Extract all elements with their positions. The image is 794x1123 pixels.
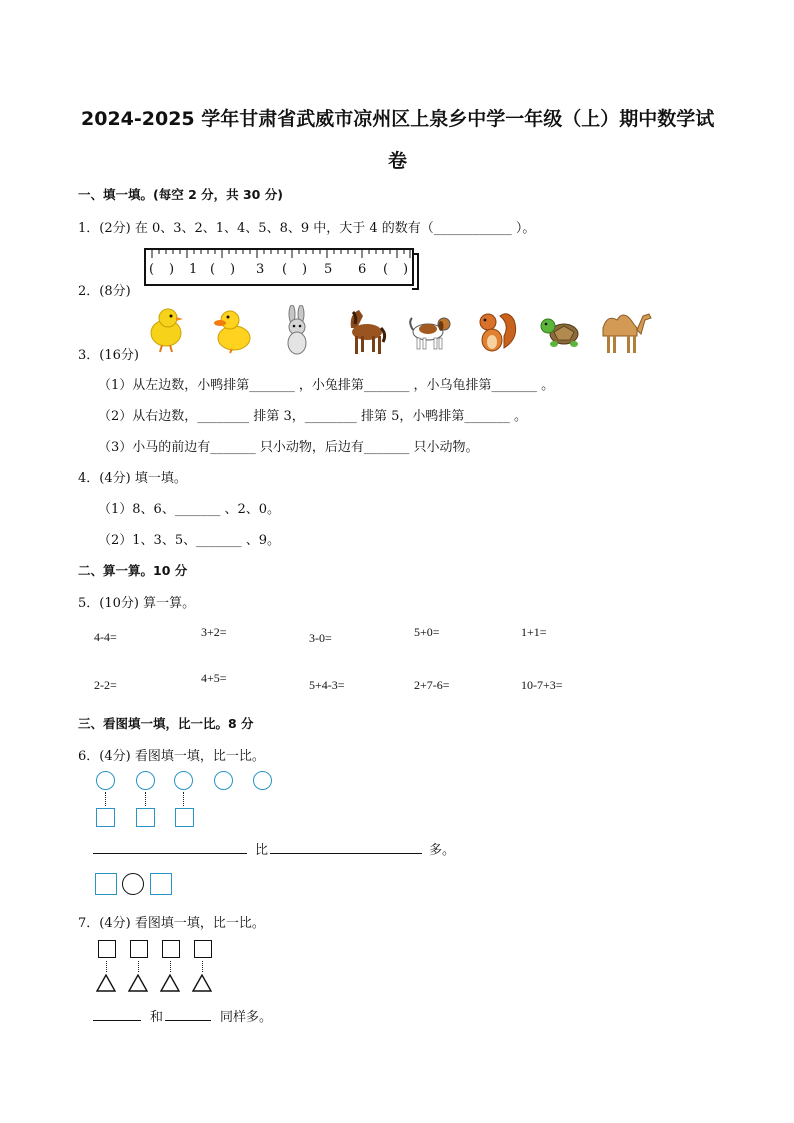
turtle-icon bbox=[540, 314, 586, 350]
triangle-row bbox=[96, 974, 226, 992]
camel-icon bbox=[597, 306, 653, 354]
chick-icon bbox=[146, 305, 186, 353]
ruler-ticks bbox=[150, 250, 412, 259]
squirrel-icon bbox=[474, 308, 520, 354]
calc-item: 10-7+3= bbox=[521, 678, 563, 692]
triangle-shape bbox=[97, 975, 115, 991]
question-4-label: 4．(4分) 填一填。 bbox=[78, 471, 187, 486]
rabbit-icon bbox=[281, 305, 313, 357]
question-7-label: 7．(4分) 看图填一填，比一比。 bbox=[78, 916, 265, 931]
compare-tail: 多。 bbox=[429, 843, 456, 858]
question-3-sub1: （1）从左边数，小鸭排第_______ ，小兔排第_______ ，小乌龟排第_______ 。 bbox=[98, 378, 555, 393]
ruler-mark: 3 bbox=[256, 262, 265, 277]
dotted-connector bbox=[170, 961, 171, 972]
square-shape bbox=[130, 940, 148, 958]
square-shape bbox=[98, 940, 116, 958]
answer-blank[interactable] bbox=[93, 853, 247, 854]
answer-box-circle[interactable] bbox=[122, 873, 144, 895]
triangle-shape bbox=[193, 975, 211, 991]
ruler-mark: ) bbox=[230, 262, 236, 277]
square-shape bbox=[175, 808, 194, 827]
calc-item: 3-0= bbox=[309, 631, 332, 645]
square-shape bbox=[194, 940, 212, 958]
calc-item: 1+1= bbox=[521, 625, 547, 639]
dotted-connector bbox=[202, 961, 203, 972]
page-title-line1: 2024-2025 学年甘肃省武威市凉州区上泉乡中学一年级（上）期中数学试 bbox=[81, 108, 715, 130]
dog-icon bbox=[406, 312, 452, 352]
calc-item: 5+4-3= bbox=[309, 678, 345, 692]
section-heading-1: 一、填一填。(每空 2 分，共 30 分) bbox=[78, 187, 283, 202]
ruler-mark: ( bbox=[149, 262, 155, 277]
circle-shape bbox=[96, 771, 115, 790]
answer-box-square[interactable] bbox=[150, 873, 172, 895]
and-word: 和 bbox=[150, 1010, 164, 1025]
square-shape bbox=[96, 808, 115, 827]
question-4-sub1: （1）8、6、_______ 、2、0。 bbox=[98, 502, 280, 517]
calc-item: 4+5= bbox=[201, 671, 227, 685]
dotted-connector bbox=[138, 961, 139, 972]
question-5-label: 5．(10分) 算一算。 bbox=[78, 596, 196, 611]
answer-blank[interactable] bbox=[93, 1020, 141, 1021]
question-3-sub3: （3）小马的前边有_______ 只小动物，后边有_______ 只小动物。 bbox=[98, 440, 479, 455]
duck-icon bbox=[214, 306, 254, 354]
question-3-sub2: （2）从右边数，________ 排第 3，________ 排第 5，小鸭排第_______ 。 bbox=[98, 409, 527, 424]
question-1: 1．(2分) 在 0、3、2、1、4、5、8、9 中，大于 4 的数有（____________ ）。 bbox=[78, 221, 536, 236]
calc-item: 5+0= bbox=[414, 625, 440, 639]
ruler-mark: 5 bbox=[324, 262, 333, 277]
dotted-connector bbox=[183, 792, 184, 806]
page-title-line2: 卷 bbox=[388, 150, 408, 172]
dotted-connector bbox=[106, 961, 107, 972]
ruler-mark: ( bbox=[210, 262, 216, 277]
calc-item: 4-4= bbox=[94, 630, 117, 644]
answer-blank[interactable] bbox=[270, 853, 422, 854]
square-shape bbox=[162, 940, 180, 958]
circle-shape bbox=[174, 771, 193, 790]
calc-item: 3+2= bbox=[201, 625, 227, 639]
square-shape bbox=[136, 808, 155, 827]
circle-shape bbox=[214, 771, 233, 790]
calc-item: 2-2= bbox=[94, 678, 117, 692]
ruler-mark: ) bbox=[169, 262, 175, 277]
ruler-mark: 1 bbox=[189, 262, 198, 277]
answer-box-square[interactable] bbox=[95, 873, 117, 895]
calc-item: 2+7-6= bbox=[414, 678, 450, 692]
question-4-sub2: （2）1、3、5、_______ 、9。 bbox=[98, 533, 280, 548]
circle-shape bbox=[253, 771, 272, 790]
ruler-mark: ) bbox=[403, 262, 409, 277]
question-2-label: 2．(8分) bbox=[78, 284, 131, 299]
horse-icon bbox=[341, 306, 387, 356]
section-heading-2: 二、算一算。10 分 bbox=[78, 563, 188, 578]
ruler-mark: ( bbox=[282, 262, 288, 277]
triangle-shape bbox=[161, 975, 179, 991]
triangle-shape bbox=[129, 975, 147, 991]
ruler-mark: 6 bbox=[358, 262, 367, 277]
same-tail: 同样多。 bbox=[220, 1010, 273, 1025]
ruler-mark: ) bbox=[302, 262, 308, 277]
circle-shape bbox=[136, 771, 155, 790]
ruler bbox=[144, 248, 414, 286]
dotted-connector bbox=[145, 792, 146, 806]
compare-word: 比 bbox=[255, 843, 269, 858]
dotted-connector bbox=[105, 792, 106, 806]
answer-blank[interactable] bbox=[165, 1020, 211, 1021]
section-heading-3: 三、看图填一填，比一比。8 分 bbox=[78, 716, 254, 731]
ruler-mark: ( bbox=[383, 262, 389, 277]
question-6-label: 6．(4分) 看图填一填，比一比。 bbox=[78, 749, 265, 764]
question-3-label: 3．(16分) bbox=[78, 348, 139, 363]
